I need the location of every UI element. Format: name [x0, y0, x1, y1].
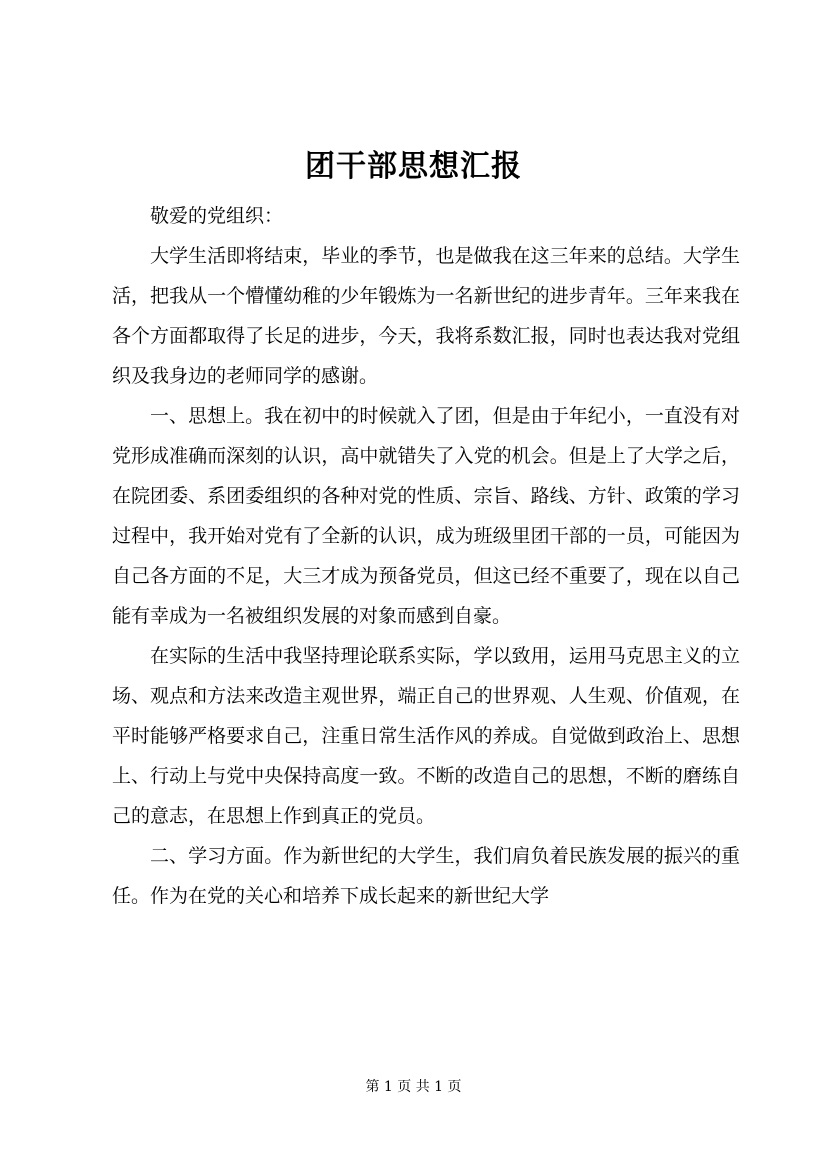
paragraph-1: 大学生活即将结束，毕业的季节，也是做我在这三年来的总结。大学生活，把我从一个懵懂幼稚的少年锻炼为一名新世纪的进步青年。三年来我在各个方面都取得了长足的进步，今天，我将系数汇报，同时也表达我对党组织及我身边的老师同学的感谢。: [112, 245, 740, 387]
greeting: 敬爱的党组织：: [150, 205, 284, 227]
paragraph-2: 一、思想上。我在初中的时候就入了团，但是由于年纪小，一直没有对党形成准确而深刻的认识，高中就错失了入党的机会。但是上了大学之后，在院团委、系团委组织的各种对党的性质、宗旨、路线、方针、政策的学习过程中，我开始对党有了全新的认识，成为班级里团干部的一员，可能因为自己各方面的不足，大三才成为预备党员，但这已经不重要了，现在以自己能有幸成为一名被组织发展的对象而感到自豪。: [112, 405, 740, 627]
paragraph-4: 二、学习方面。作为新世纪的大学生，我们肩负着民族发展的振兴的重任。作为在党的关心和培养下成长起来的新世纪大学: [112, 845, 740, 907]
document-title: 团干部思想汇报: [305, 149, 522, 184]
document-body: [112, 196, 740, 916]
page-footer: 第 1 页 共 1 页: [365, 1079, 462, 1095]
paragraph-3: 在实际的生活中我坚持理论联系实际，学以致用，运用马克思主义的立场、观点和方法来改造主观世界，端正自己的世界观、人生观、价值观，在平时能够严格要求自己，注重日常生活作风的养成。自觉做到政治上、思想上、行动上与党中央保持高度一致。不断的改造自己的思想，不断的磨练自己的意志，在思想上作到真正的党员。: [112, 645, 740, 827]
